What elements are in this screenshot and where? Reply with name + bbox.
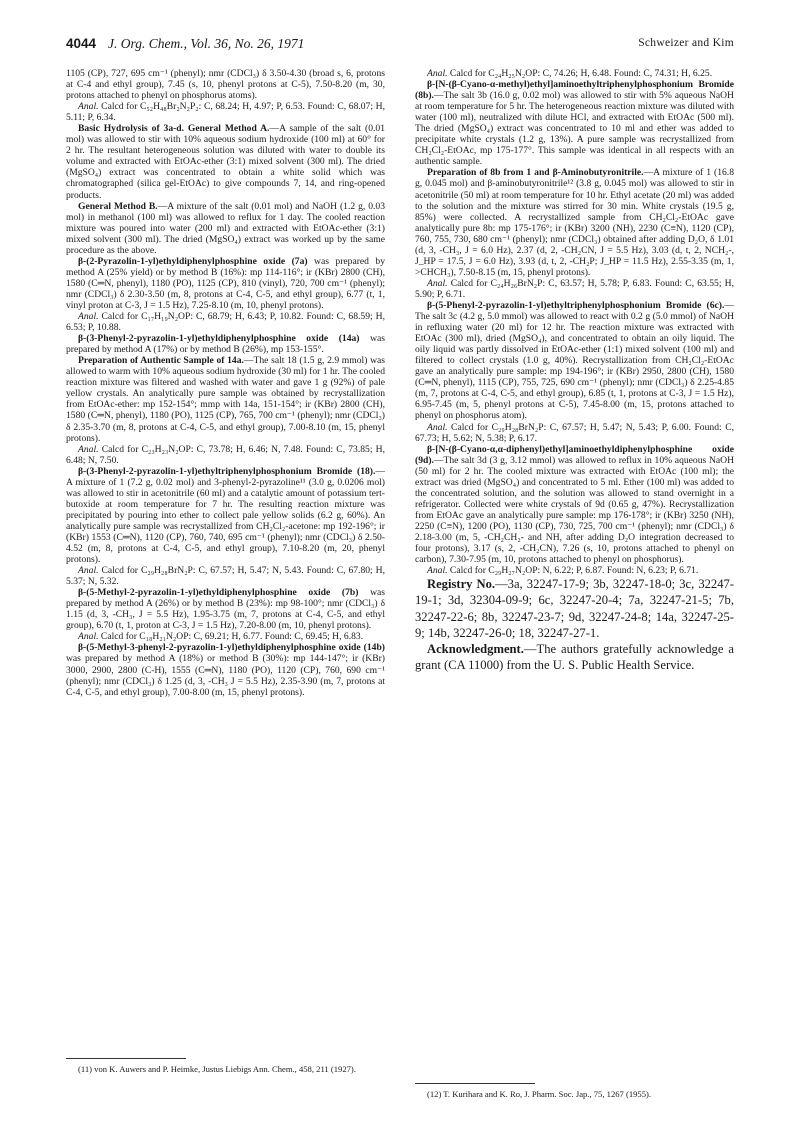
- paragraph-text: Calcd for C₁₇H₁₉N₂OP: C, 68.79; H, 6.43; P, 10.82. Found: C, 68.59; H, 6.53; P, 10.88.: [66, 311, 385, 334]
- page-header: [66, 36, 734, 56]
- acknowledgment-lead: Acknowledgment.: [427, 641, 524, 656]
- footnote-12: (12) T. Kurihara and K. Ro, J. Pharm. Soc. Jap., 75, 1267 (1955).: [427, 1089, 652, 1099]
- right-paragraph: [415, 565, 734, 576]
- left-paragraph: [66, 355, 385, 443]
- right-paragraph: [415, 278, 734, 300]
- paragraph-text: was prepared by method A (18%) or method B (30%): mp 144-147°; ir (KBr) 3000, 2900, 2800 (C-H), 1555 (C═N), 1180 (PO), 1120 (CP), 760, 690 cm⁻¹ (phenyl); nmr (CDCl₃) δ 1.25 (d, 3, -CH₃ J = 5.5 Hz), 2.35-3.90 (m, 7, protons at C-4, C-5, and ethyl group), 7.00-8.00 (m, 15, phenyl protons).: [66, 653, 385, 698]
- left-paragraph: [66, 565, 385, 587]
- footnote-11: (11) von K. Auwers and P. Heimke, Justus Liebigs Ann. Chem., 458, 211 (1927).: [78, 1064, 356, 1074]
- left-paragraph: [66, 311, 385, 333]
- paragraph-text: was prepared by method A (25% yield) or by method B (16%): mp 114-116°; ir (KBr) 2800 (CH), 1580 (C═N, phenyl), 1180 (PO), 1125 (CP), 810 (vinyl), 720, 700 cm⁻¹ (phenyl); nmr (CDCl₃) δ 2.30-3.50 (m, 8, protons at C-4, C-5, and ethyl group), 6.77 (t, 1, vinyl proton at C-3, J = 1.5 Hz), 7.25-8.10 (m, 10, phenyl protons).: [66, 255, 386, 311]
- registry-numbers: [415, 576, 734, 641]
- analysis-lead: Anal.: [427, 565, 448, 577]
- footnote-rule-right: [415, 1083, 535, 1084]
- left-paragraph: [66, 642, 385, 697]
- paragraph-text: Calcd for C₂₉H₂₇N₂OP: N, 6.22; P, 6.87. Found: N, 6.23; P, 6.71.: [447, 565, 699, 577]
- paragraph-text: —The salt 3d (3 g, 3.12 mmol) was allowed to reflux in 10% aqueous NaOH (50 ml) for 2 hr. The cooled mixture was extracted with EtOAc (100 ml); the extract was dried (MgSO₄) and concentrated to 5 ml. Ether (100 ml) was added to the concentrated solution, and the solution was allowed to stand overnight in a refrigerator. Collected were white crystals of 9d (0.65 g, 47%). Recrystallization from EtOAc gave an analytically pure sample: mp 176-178°; ir (KBr) 3250 (NH), 2250 (C≡N), 1200 (PO), 1130 (CP), 730, 725, 700 cm⁻¹ (phenyl); nmr (CDCl₃) δ 2.18-3.00 (m, 5, -CH₂CH₂- and NH, after adding D₂O integration decreased to four protons), 3.17 (s, 2, -CH₂CN), 7.26 (s, 10, protons attached to phenyl on carbon), 7.30-7.95 (m, 10, protons attached to phenyl on phosphorus).: [415, 454, 734, 566]
- paragraph-text: Calcd for C₂₃H₂₃N₂OP: C, 73.78; H, 6.46; N, 7.48. Found: C, 73.85; H, 6.48; N, 7.50.: [66, 443, 385, 466]
- right-paragraph: [415, 68, 734, 79]
- analysis-lead: Anal.: [78, 631, 99, 643]
- left-paragraph: [66, 444, 385, 466]
- paragraph-text: 1105 (CP), 727, 695 cm⁻¹ (phenyl); nmr (CDCl₃) δ 3.50-4.30 (broad s, 6, protons at C-4 and ethyl group), 7.45 (s, 10, phenyl protons at C-5), 7.50-8.20 (m, 30, protons attached to phenyl on phosphorus atoms).: [66, 68, 385, 102]
- left-paragraph: [66, 101, 385, 123]
- right-column: [415, 68, 734, 673]
- paragraph-text: —A mixture of the salt (0.01 mol) and NaOH (1.2 g, 0.03 mol) in methanol (100 ml) was allowed to reflux for 1 day. The cooled reaction mixture was poured into water (200 ml) and extracted with EtOAc-ether (3:1) mixed solvent (300 ml). The dried (MgSO₄) extract was worked up by the same procedure as the above.: [66, 200, 386, 256]
- left-paragraph: [66, 466, 385, 565]
- paragraph-heading: General Method B.: [78, 200, 158, 212]
- paragraph-text: Calcd for C₂₄H₂₆BrN₂P: C, 63.57; H, 5.78; P, 6.83. Found: C, 63.55; H, 5.90; P, 6.71.: [415, 277, 734, 300]
- paragraph-heading: Basic Hydrolysis of 3a-d. General Method A.: [78, 123, 270, 135]
- registry-text: —3a, 32247-17-9; 3b, 32247-18-0; 3c, 32247-19-1; 3d, 32304-09-9; 6c, 32247-20-4; 7a, 32247-21-5; 7b, 32247-22-6; 8b, 32247-23-7; 9d, 32247-24-8; 14a, 32247-25-9; 14b, 32247-26-0; 18, 32247-27-1.: [415, 577, 734, 640]
- analysis-lead: Anal.: [427, 68, 448, 79]
- analysis-lead: Anal.: [78, 101, 99, 113]
- paragraph-heading: β-(5-Methyl-2-pyrazolin-1-yl)ethyldiphenylphosphine oxide (7b): [78, 587, 359, 599]
- right-paragraph: [415, 79, 734, 167]
- paragraph-text: was prepared by method A (17%) or by method B (26%), mp 153-155°.: [66, 333, 386, 356]
- acknowledgment: [415, 641, 734, 673]
- paragraph-heading: β-[N-(β-Cyano-α-methyl)ethyl]aminoethyltriphenylphosphonium Bromide (8b).: [415, 79, 734, 102]
- analysis-lead: Anal.: [427, 277, 448, 289]
- paragraph-heading: β-(2-Pyrazolin-1-yl)ethyldiphenylphosphine oxide (7a): [78, 255, 308, 267]
- paragraph-text: —The salt 3b (16.0 g, 0.02 mol) was allowed to stir with 5% aqueous NaOH at room temperature for 5 hr. The heterogeneous reaction mixture was diluted with water (100 ml), neutralized with dilute HCl, and extracted with EtOAc (500 ml). The dried (MgSO₄) extract was concentrated to 10 ml and ether was added to precipitate white crystals (1.2 g, 13%). A pure sample was recrystallized from CH₂Cl₂-EtOAc, mp 175-177°. This sample was identical in all respects with an authentic sample.: [415, 90, 734, 168]
- left-column: [66, 68, 385, 698]
- paragraph-heading: β-(5-Phenyl-2-pyrazolin-1-yl)ethyltriphenylphosphonium Bromide (6c).: [427, 299, 725, 311]
- running-authors: Schweizer and Kim: [638, 37, 734, 49]
- paragraph-text: —A sample of the salt (0.01 mol) was allowed to stir with 10% aqueous sodium hydroxide (100 ml) at 60° for 2 hr. The resultant heterogeneous solution was diluted with water to double its volume and extracted with EtOAc-ether (3:1) mixed solvent (300 ml). The dried (MgSO₄) extract was concentrated to obtain a white solid which was chromatographed (silica gel-EtOAc) to give compounds 7, 14, and ring-opened products.: [66, 123, 385, 201]
- right-column-paragraphs: [415, 68, 734, 576]
- page-number: 4044: [66, 36, 97, 51]
- left-paragraph: [66, 68, 385, 101]
- registry-lead: Registry No.: [427, 577, 496, 592]
- footnote-rule-left: [66, 1058, 186, 1059]
- paragraph-text: —A mixture of 1 (7.2 g, 0.02 mol) and 3-phenyl-2-pyrazoline¹¹ (3.0 g, 0.0206 mol) was allowed to stir in acetonitrile (60 ml) and a catalytic amount of potassium tert-butoxide at room temperature for 7 hr. The resulting reaction mixture was precipitated by pouring into ether to collect pale yellow solids (6.2 g, 60%). An analytically pure sample was recrystallized from CH₂Cl₂-acetone: mp 192-196°; ir (KBr) 1553 (C═N), 1120 (CP), 760, 740, 695 cm⁻¹ (phenyl); nmr (CDCl₃) δ 2.50-4.52 (m, 8, protons at C-4, C-5, and ethyl group), 7.10-8.20 (m, 20, phenyl protons).: [66, 465, 385, 566]
- analysis-lead: Anal.: [78, 311, 99, 323]
- right-paragraph: [415, 444, 734, 566]
- analysis-lead: Anal.: [427, 421, 448, 433]
- paragraph-heading: β-(3-Phenyl-2-pyrazolin-1-yl)ethyldiphenylphosphine oxide (14a): [78, 333, 360, 345]
- analysis-lead: Anal.: [78, 565, 99, 577]
- paragraph-text: was prepared by method A (26%) or by method B (23%): mp 98-100°; nmr (CDCl₃) δ 1.15 (d, 3, -CH₃, J = 5.5 Hz), 1.95-3.75 (m, 7, protons at C-4, C-5, and ethyl group), 6.70 (t, 1, proton at C-3, J = 1.5 Hz), 7.20-8.00 (m, 10, phenyl protons).: [66, 587, 385, 632]
- left-paragraph: [66, 631, 385, 642]
- acknowledgment-text: —The authors gratefully acknowledge a grant (CA 11000) from the U. S. Public Health Service.: [415, 641, 734, 673]
- paragraph-text: Calcd for C₂₄H₂₅N₂OP: C, 74.26; H, 6.48. Found: C, 74.31; H, 6.25.: [447, 68, 713, 79]
- paragraph-text: Calcd for C₂₉H₂₈BrN₂P: C, 67.57; H, 5.47; N, 5.43; P, 6.00. Found: C, 67.73; H, 5.62; N, 5.38; P, 6.17.: [415, 421, 734, 444]
- paragraph-text: Calcd for C₂₉H₂₈BrN₂P: C, 67.57; H, 5.47; N, 5.43. Found: C, 67.80; H, 5.37; N, 5.32.: [66, 565, 385, 588]
- analysis-lead: Anal.: [78, 443, 99, 455]
- right-paragraph: [415, 167, 734, 277]
- paragraph-text: Calcd for C₅₂H₄₈Br₂N₂P₂: C, 68.24; H, 4.97; P, 6.53. Found: C, 68.07; H, 5.11; P, 6.34.: [66, 101, 385, 124]
- left-paragraph: [66, 333, 385, 355]
- paragraph-heading: Preparation of Authentic Sample of 14a.: [78, 355, 244, 367]
- paragraph-heading: β-(5-Methyl-3-phenyl-2-pyrazolin-1-yl)ethyldiphenylphosphine oxide (14b): [78, 642, 385, 654]
- left-paragraph: [66, 123, 385, 200]
- right-paragraph: [415, 422, 734, 444]
- right-paragraph: [415, 300, 734, 422]
- journal-citation: J. Org. Chem., Vol. 36, No. 26, 1971: [108, 36, 305, 51]
- left-paragraph: [66, 587, 385, 631]
- paragraph-heading: β-[N-(β-Cyano-α,α-diphenyl)ethyl]aminoethyldiphenylphosphine oxide (9d).: [415, 443, 734, 466]
- paragraph-text: —The salt 3c (4.2 g, 5.0 mmol) was allowed to react with 0.2 g (5.0 mmol) of NaOH in refluxing water (20 ml) for 12 hr. The reaction mixture was extracted with EtOAc (300 ml), dried (MgSO₄), and concentrated to obtain an oily liquid. The oily liquid was partly dissolved in EtOAc-ether (1:1) mixed solvent (100 ml) and filtered to collect crystals (1.0 g, 40%). Recrystallization from CH₂Cl₂-EtOAc gave an analytically pure sample: mp 194-196°; ir (KBr) 2950, 2800 (CH), 1580 (C═N, phenyl), 1115 (CP), 755, 725, 690 cm⁻¹ (phenyl); nmr (CDCl₃) δ 2.25-4.85 (m, 7, protons at C-4, C-5, and ethyl group), 6.85 (t, 1, protons at C-3, J = 1.5 Hz), 6.95-7.45 (m, 5, phenyl protons at C-5), 7.45-8.00 (m, 15, protons attached to phenyl on phosphorus atom).: [415, 299, 734, 422]
- left-paragraph: [66, 201, 385, 256]
- paragraph-heading: β-(3-Phenyl-2-pyrazolin-1-yl)ethyltriphenylphosphonium Bromide (18).: [78, 465, 376, 477]
- paragraph-text: —The salt 18 (1.5 g, 2.9 mmol) was allowed to warm with 10% aqueous sodium hydroxide (30 ml) for 1 hr. The cooled reaction mixture was filtered and washed with water and gave 1 g (92%) of pale yellow crystals. An analytically pure sample was obtained by recrystallization from EtOAc-ether: mp 152-154°; mmp with 14a, 151-154°; ir (KBr) 2800 (CH), 1580 (C═N, phenyl), 1180 (PO), 1125 (CP), 765, 700 cm⁻¹ (phenyl); nmr (CDCl₃) δ 2.35-3.70 (m, 8, protons at C-4, C-5, and ethyl group), 7.00-8.10 (m, 15, phenyl protons).: [66, 355, 385, 444]
- paragraph-heading: Preparation of 8b from 1 and β-Aminobutyronitrile.: [427, 167, 644, 179]
- left-paragraph: [66, 256, 385, 311]
- paragraph-text: Calcd for C₁₈H₂₁N₂OP: C, 69.21; H, 6.77. Found: C, 69.45; H, 6.83.: [98, 631, 364, 643]
- paragraph-text: —A mixture of 1 (16.8 g, 0.045 mol) and β-aminobutyronitrile¹² (3.8 g, 0.045 mol) was allowed to stir in acetonitrile (50 ml) at room temperature for 10 hr. Ethyl acetate (20 ml) was added to the solution and the mixture was stirred for 30 min. White crystals (19.5 g, 85%) were collected. A recrystallized sample from CH₂Cl₂-EtOAc gave analytically pure 8b: mp 175-176°; ir (KBr) 3200 (NH), 2230 (C≡N), 1120 (CP), 760, 755, 730, 680 cm⁻¹ (phenyl); nmr (CDCl₃) obtained after adding D₂O, δ 1.01 (d, 3, -CH₃, J = 6.0 Hz), 2.37 (d, 2, -CH₂CN, J = 5.5 Hz), 3.03 (d, t, 2, NCH₂-, J_HP = 17.5, J = 6.0 Hz), 3.93 (d, t, 2, -CH₂P; J_HP = 11.5 Hz), 2.55-3.35 (m, 1, >CHCH₃), 7.50-8.15 (m, 15, phenyl protons).: [415, 167, 735, 278]
